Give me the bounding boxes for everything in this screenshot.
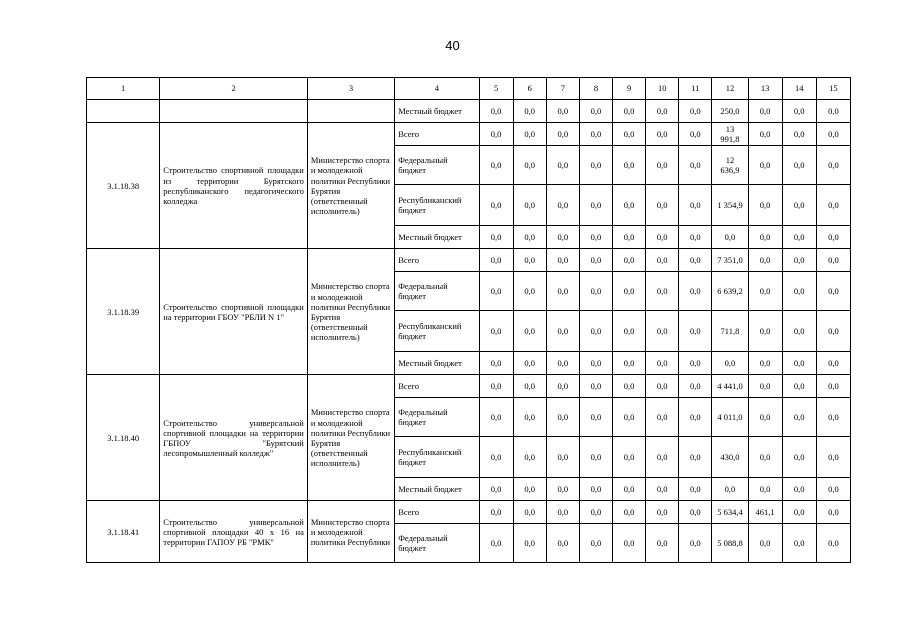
value-cell: 0,0 bbox=[679, 249, 712, 272]
column-header: 11 bbox=[679, 78, 712, 100]
value-cell: 0,0 bbox=[816, 123, 850, 146]
value-cell: 0,0 bbox=[546, 352, 579, 375]
value-cell: 0,0 bbox=[782, 311, 816, 352]
value-cell: 0,0 bbox=[816, 352, 850, 375]
value-cell: 12 636,9 bbox=[712, 146, 748, 185]
value-cell: 0,0 bbox=[613, 100, 646, 123]
value-cell: 0,0 bbox=[479, 272, 513, 311]
value-cell: 0,0 bbox=[816, 100, 850, 123]
value-cell: 0,0 bbox=[712, 478, 748, 501]
value-cell: 0,0 bbox=[479, 249, 513, 272]
value-cell: 0,0 bbox=[646, 249, 679, 272]
column-header: 15 bbox=[816, 78, 850, 100]
item-executor: Министерство спорта и молодежной политики Республики bbox=[307, 501, 394, 563]
value-cell: 0,0 bbox=[513, 226, 546, 249]
value-cell: 0,0 bbox=[479, 146, 513, 185]
table-row bbox=[87, 100, 851, 123]
value-cell: 0,0 bbox=[613, 123, 646, 146]
item-name: Строительство спортивной площадки из территории Бурятского республиканского педагогического колледжа bbox=[160, 123, 308, 249]
value-cell: 0,0 bbox=[579, 100, 612, 123]
value-cell: 0,0 bbox=[579, 478, 612, 501]
value-cell: 0,0 bbox=[513, 123, 546, 146]
value-cell: 0,0 bbox=[646, 524, 679, 563]
value-cell: 0,0 bbox=[613, 146, 646, 185]
value-cell: 0,0 bbox=[613, 437, 646, 478]
value-cell: 0,0 bbox=[679, 100, 712, 123]
value-cell: 0,0 bbox=[546, 226, 579, 249]
funding-source: Республиканский бюджет bbox=[395, 311, 479, 352]
value-cell: 0,0 bbox=[748, 478, 782, 501]
value-cell: 0,0 bbox=[613, 249, 646, 272]
value-cell: 0,0 bbox=[579, 437, 612, 478]
funding-source: Местный бюджет bbox=[395, 352, 479, 375]
value-cell: 0,0 bbox=[546, 375, 579, 398]
item-executor: Министерство спорта и молодежной политики Республики Бурятия (ответственный исполнитель) bbox=[307, 249, 394, 375]
value-cell: 0,0 bbox=[646, 100, 679, 123]
value-cell: 0,0 bbox=[782, 352, 816, 375]
value-cell: 0,0 bbox=[816, 375, 850, 398]
column-header: 6 bbox=[513, 78, 546, 100]
value-cell: 0,0 bbox=[613, 352, 646, 375]
value-cell: 0,0 bbox=[513, 100, 546, 123]
value-cell: 0,0 bbox=[748, 146, 782, 185]
value-cell: 0,0 bbox=[546, 249, 579, 272]
value-cell: 0,0 bbox=[646, 311, 679, 352]
value-cell: 0,0 bbox=[679, 398, 712, 437]
value-cell: 0,0 bbox=[782, 375, 816, 398]
column-header: 8 bbox=[579, 78, 612, 100]
value-cell: 0,0 bbox=[816, 185, 850, 226]
funding-source: Местный бюджет bbox=[395, 226, 479, 249]
funding-source: Федеральный бюджет bbox=[395, 398, 479, 437]
value-cell: 0,0 bbox=[712, 352, 748, 375]
value-cell: 0,0 bbox=[679, 185, 712, 226]
value-cell: 0,0 bbox=[546, 524, 579, 563]
value-cell: 0,0 bbox=[546, 437, 579, 478]
value-cell: 0,0 bbox=[513, 524, 546, 563]
value-cell: 0,0 bbox=[579, 352, 612, 375]
value-cell: 0,0 bbox=[748, 226, 782, 249]
value-cell: 0,0 bbox=[646, 375, 679, 398]
executor-cell bbox=[307, 100, 394, 123]
value-cell: 0,0 bbox=[579, 146, 612, 185]
value-cell: 5 634,4 bbox=[712, 501, 748, 524]
value-cell: 0,0 bbox=[613, 501, 646, 524]
value-cell: 0,0 bbox=[513, 146, 546, 185]
column-header: 7 bbox=[546, 78, 579, 100]
value-cell: 0,0 bbox=[579, 226, 612, 249]
value-cell: 0,0 bbox=[479, 226, 513, 249]
value-cell: 0,0 bbox=[816, 272, 850, 311]
value-cell: 0,0 bbox=[816, 437, 850, 478]
code-cell bbox=[87, 100, 160, 123]
value-cell: 0,0 bbox=[646, 272, 679, 311]
value-cell: 0,0 bbox=[613, 375, 646, 398]
value-cell: 0,0 bbox=[748, 249, 782, 272]
item-code: 3.1.18.39 bbox=[87, 249, 160, 375]
funding-source: Всего bbox=[395, 501, 479, 524]
value-cell: 0,0 bbox=[479, 437, 513, 478]
value-cell: 0,0 bbox=[782, 226, 816, 249]
column-header: 4 bbox=[395, 78, 479, 100]
value-cell: 0,0 bbox=[613, 185, 646, 226]
value-cell: 0,0 bbox=[748, 352, 782, 375]
value-cell: 1 354,9 bbox=[712, 185, 748, 226]
value-cell: 0,0 bbox=[546, 311, 579, 352]
value-cell: 0,0 bbox=[646, 501, 679, 524]
value-cell: 0,0 bbox=[646, 398, 679, 437]
value-cell: 0,0 bbox=[816, 501, 850, 524]
value-cell: 0,0 bbox=[679, 226, 712, 249]
table-row bbox=[87, 375, 851, 398]
value-cell: 0,0 bbox=[679, 352, 712, 375]
funding-source: Всего bbox=[395, 123, 479, 146]
value-cell: 0,0 bbox=[579, 123, 612, 146]
value-cell: 0,0 bbox=[479, 501, 513, 524]
column-header: 2 bbox=[160, 78, 308, 100]
funding-source: Всего bbox=[395, 249, 479, 272]
value-cell: 0,0 bbox=[816, 524, 850, 563]
value-cell: 0,0 bbox=[513, 352, 546, 375]
value-cell: 250,0 bbox=[712, 100, 748, 123]
funding-source: Республиканский бюджет bbox=[395, 185, 479, 226]
value-cell: 0,0 bbox=[546, 146, 579, 185]
value-cell: 0,0 bbox=[816, 249, 850, 272]
value-cell: 0,0 bbox=[816, 311, 850, 352]
value-cell: 430,0 bbox=[712, 437, 748, 478]
table-row bbox=[87, 123, 851, 146]
value-cell: 0,0 bbox=[748, 100, 782, 123]
value-cell: 0,0 bbox=[479, 352, 513, 375]
value-cell: 0,0 bbox=[816, 478, 850, 501]
name-cell bbox=[160, 100, 308, 123]
value-cell: 0,0 bbox=[646, 146, 679, 185]
item-name: Строительство универсальной спортивной площадки на территории ГБПОУ "Бурятский лесопромышленный колледж" bbox=[160, 375, 308, 501]
value-cell: 0,0 bbox=[679, 375, 712, 398]
column-header: 10 bbox=[646, 78, 679, 100]
value-cell: 0,0 bbox=[613, 311, 646, 352]
value-cell: 0,0 bbox=[479, 311, 513, 352]
value-cell: 0,0 bbox=[513, 185, 546, 226]
value-cell: 0,0 bbox=[513, 311, 546, 352]
value-cell: 0,0 bbox=[546, 501, 579, 524]
column-header: 9 bbox=[613, 78, 646, 100]
value-cell: 0,0 bbox=[513, 478, 546, 501]
value-cell: 0,0 bbox=[748, 398, 782, 437]
value-cell: 0,0 bbox=[479, 123, 513, 146]
value-cell: 0,0 bbox=[748, 185, 782, 226]
funding-source: Федеральный бюджет bbox=[395, 146, 479, 185]
value-cell: 0,0 bbox=[579, 501, 612, 524]
value-cell: 711,8 bbox=[712, 311, 748, 352]
value-cell: 0,0 bbox=[646, 185, 679, 226]
value-cell: 0,0 bbox=[782, 100, 816, 123]
value-cell: 0,0 bbox=[816, 226, 850, 249]
value-cell: 0,0 bbox=[748, 375, 782, 398]
column-header: 3 bbox=[307, 78, 394, 100]
value-cell: 0,0 bbox=[546, 272, 579, 311]
value-cell: 0,0 bbox=[513, 501, 546, 524]
value-cell: 0,0 bbox=[613, 524, 646, 563]
value-cell: 0,0 bbox=[679, 272, 712, 311]
value-cell: 0,0 bbox=[748, 437, 782, 478]
value-cell: 0,0 bbox=[546, 123, 579, 146]
item-executor: Министерство спорта и молодежной политики Республики Бурятия (ответственный исполнитель) bbox=[307, 123, 394, 249]
column-header: 12 bbox=[712, 78, 748, 100]
value-cell: 7 351,0 bbox=[712, 249, 748, 272]
value-cell: 0,0 bbox=[782, 185, 816, 226]
value-cell: 0,0 bbox=[679, 478, 712, 501]
value-cell: 0,0 bbox=[479, 375, 513, 398]
value-cell: 0,0 bbox=[579, 375, 612, 398]
value-cell: 0,0 bbox=[546, 100, 579, 123]
value-cell: 0,0 bbox=[679, 524, 712, 563]
value-cell: 0,0 bbox=[613, 398, 646, 437]
value-cell: 5 088,8 bbox=[712, 524, 748, 563]
table-row bbox=[87, 501, 851, 524]
item-executor: Министерство спорта и молодежной политики Республики Бурятия (ответственный исполнитель) bbox=[307, 375, 394, 501]
column-header: 14 bbox=[782, 78, 816, 100]
funding-source: Местный бюджет bbox=[395, 100, 479, 123]
value-cell: 0,0 bbox=[479, 524, 513, 563]
value-cell: 0,0 bbox=[579, 398, 612, 437]
value-cell: 0,0 bbox=[613, 272, 646, 311]
value-cell: 0,0 bbox=[782, 249, 816, 272]
value-cell: 0,0 bbox=[646, 437, 679, 478]
value-cell: 0,0 bbox=[546, 185, 579, 226]
value-cell: 0,0 bbox=[782, 478, 816, 501]
value-cell: 0,0 bbox=[579, 524, 612, 563]
funding-source: Федеральный бюджет bbox=[395, 272, 479, 311]
value-cell: 0,0 bbox=[679, 146, 712, 185]
funding-source: Федеральный бюджет bbox=[395, 524, 479, 563]
value-cell: 461,1 bbox=[748, 501, 782, 524]
item-name: Строительство спортивной площадки на территории ГБОУ "РБЛИ N 1" bbox=[160, 249, 308, 375]
value-cell: 0,0 bbox=[679, 501, 712, 524]
column-header: 13 bbox=[748, 78, 782, 100]
value-cell: 0,0 bbox=[646, 123, 679, 146]
item-code: 3.1.18.41 bbox=[87, 501, 160, 563]
value-cell: 0,0 bbox=[579, 249, 612, 272]
value-cell: 0,0 bbox=[748, 272, 782, 311]
value-cell: 0,0 bbox=[479, 100, 513, 123]
budget-table bbox=[86, 77, 851, 563]
value-cell: 0,0 bbox=[513, 437, 546, 478]
value-cell: 0,0 bbox=[679, 123, 712, 146]
value-cell: 0,0 bbox=[513, 398, 546, 437]
funding-source: Местный бюджет bbox=[395, 478, 479, 501]
value-cell: 0,0 bbox=[513, 249, 546, 272]
value-cell: 0,0 bbox=[546, 398, 579, 437]
value-cell: 0,0 bbox=[679, 437, 712, 478]
value-cell: 0,0 bbox=[782, 123, 816, 146]
value-cell: 0,0 bbox=[712, 226, 748, 249]
value-cell: 4 011,0 bbox=[712, 398, 748, 437]
value-cell: 0,0 bbox=[816, 146, 850, 185]
value-cell: 0,0 bbox=[646, 478, 679, 501]
value-cell: 0,0 bbox=[748, 311, 782, 352]
table-row bbox=[87, 249, 851, 272]
value-cell: 6 639,2 bbox=[712, 272, 748, 311]
value-cell: 0,0 bbox=[782, 524, 816, 563]
value-cell: 0,0 bbox=[646, 352, 679, 375]
funding-source: Всего bbox=[395, 375, 479, 398]
value-cell: 0,0 bbox=[579, 311, 612, 352]
value-cell: 0,0 bbox=[646, 226, 679, 249]
value-cell: 0,0 bbox=[679, 311, 712, 352]
value-cell: 0,0 bbox=[546, 478, 579, 501]
value-cell: 0,0 bbox=[513, 272, 546, 311]
value-cell: 0,0 bbox=[782, 501, 816, 524]
value-cell: 0,0 bbox=[613, 478, 646, 501]
value-cell: 0,0 bbox=[479, 398, 513, 437]
value-cell: 0,0 bbox=[579, 272, 612, 311]
value-cell: 0,0 bbox=[579, 185, 612, 226]
value-cell: 0,0 bbox=[613, 226, 646, 249]
value-cell: 4 441,0 bbox=[712, 375, 748, 398]
item-name: Строительство универсальной спортивной площадки 40 x 16 на территории ГАПОУ РБ "РМК" bbox=[160, 501, 308, 563]
funding-source: Республиканский бюджет bbox=[395, 437, 479, 478]
value-cell: 0,0 bbox=[748, 123, 782, 146]
value-cell: 0,0 bbox=[782, 272, 816, 311]
value-cell: 0,0 bbox=[479, 185, 513, 226]
header-row bbox=[87, 78, 851, 100]
item-code: 3.1.18.40 bbox=[87, 375, 160, 501]
value-cell: 0,0 bbox=[782, 398, 816, 437]
value-cell: 0,0 bbox=[748, 524, 782, 563]
value-cell: 0,0 bbox=[513, 375, 546, 398]
column-header: 5 bbox=[479, 78, 513, 100]
value-cell: 0,0 bbox=[479, 478, 513, 501]
page-number: 40 bbox=[445, 38, 460, 53]
value-cell: 0,0 bbox=[782, 437, 816, 478]
item-code: 3.1.18.38 bbox=[87, 123, 160, 249]
value-cell: 0,0 bbox=[816, 398, 850, 437]
column-header: 1 bbox=[87, 78, 160, 100]
value-cell: 13 991,8 bbox=[712, 123, 748, 146]
value-cell: 0,0 bbox=[782, 146, 816, 185]
